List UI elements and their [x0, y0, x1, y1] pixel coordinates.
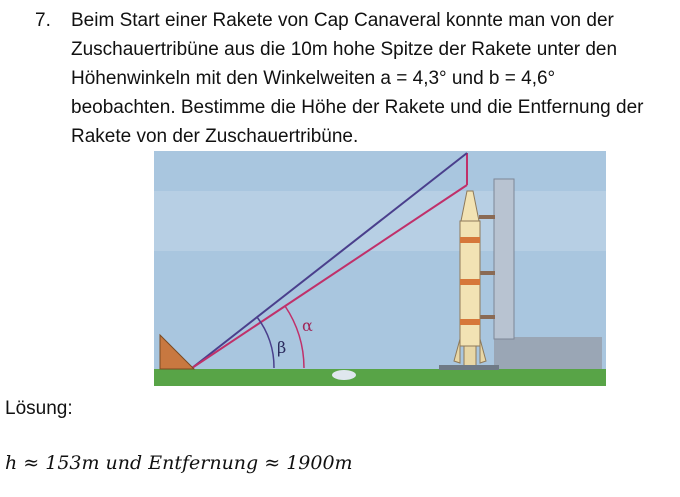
launch-tower [494, 179, 514, 339]
task-line-2: Zuschauertribüne aus die 10m hohe Spitze der Rakete unter den [71, 39, 618, 60]
tower-arm-middle [479, 271, 495, 275]
task-text [0, 2, 680, 152]
angle-label-beta: β [277, 338, 287, 357]
ground [154, 369, 606, 386]
launch-tower-base [494, 337, 602, 369]
solution-answer: h ≈ 153m und Entfernung ≈ 1900m [5, 452, 353, 474]
task-number: 7. [35, 10, 51, 31]
tower-arm-upper [479, 215, 495, 219]
sky-background [154, 151, 606, 369]
task-line-3: Höhenwinkeln mit den Winkelweiten a = 4,3° und b = 4,6° [71, 68, 556, 89]
angle-label-alpha: α [302, 316, 313, 335]
tower-arm-lower [479, 315, 495, 319]
launch-pad [439, 365, 499, 370]
task-line-1: Beim Start einer Rakete von Cap Canaveral konnte man von der [71, 10, 614, 31]
launch-smoke [332, 370, 356, 380]
task-line-4: beobachten. Bestimme die Höhe der Rakete und die Entfernung der [71, 97, 644, 118]
task-line-5: Rakete von der Zuschauertribüne. [71, 126, 359, 147]
solution-label: Lösung: [5, 398, 73, 419]
rocket-launch-figure [154, 151, 606, 386]
